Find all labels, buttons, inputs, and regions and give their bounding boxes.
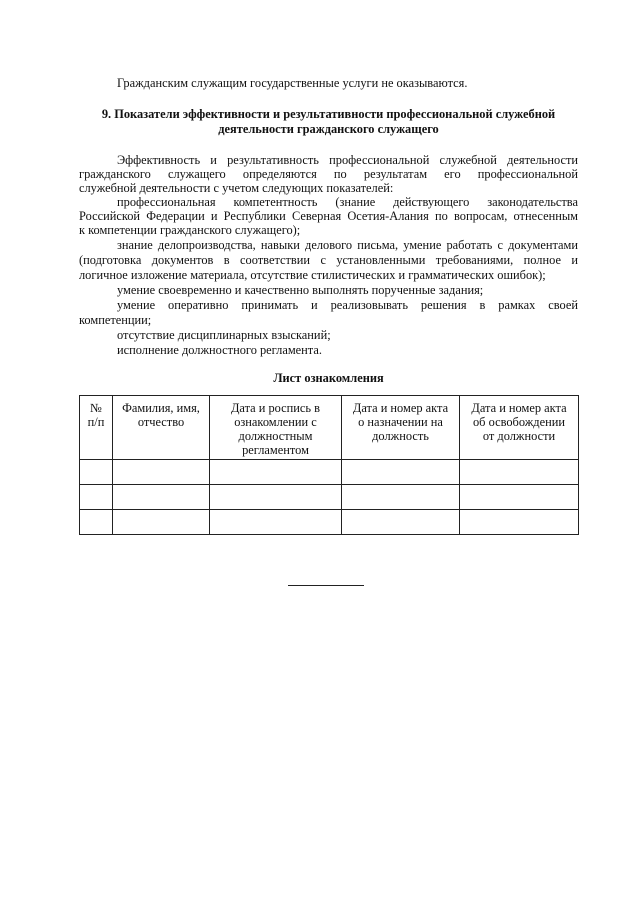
- header-line: должность: [372, 429, 429, 443]
- header-line: должностным: [238, 429, 313, 443]
- body-line: исполнение должностного регламента.: [117, 343, 322, 357]
- table-cell: [210, 510, 342, 535]
- body-line: отсутствие дисциплинарных взысканий;: [117, 328, 331, 342]
- header-line: Дата и номер акта: [471, 401, 567, 415]
- body-line: к компетенции гражданского служащего);: [79, 223, 301, 237]
- column-header-dismissal-act: [460, 396, 579, 460]
- end-divider: [288, 585, 364, 586]
- intro-line: Гражданским служащим государственные услуги не оказываются.: [117, 76, 468, 90]
- table-cell: [113, 460, 210, 485]
- sheet-title: Лист ознакомления: [273, 371, 384, 385]
- body-line: Российской Федерации и Республики Северная Осетия-Алания по вопросам, отнесенным: [79, 209, 578, 223]
- table-cell: [210, 485, 342, 510]
- header-line: Дата и номер акта: [352, 401, 449, 415]
- table-cell: [80, 510, 113, 535]
- column-header-acquaintance-date: [210, 396, 342, 460]
- table-row: [80, 460, 579, 485]
- table-cell: [342, 485, 460, 510]
- section-title-line-1: 9. Показатели эффективности и результативности профессиональной служебной: [101, 107, 556, 121]
- column-header-full-name: [113, 396, 210, 460]
- body-line: гражданского служащего определяются по результатам его профессиональной: [79, 167, 578, 181]
- body-line: профессиональная компетентность (знание действующего законодательства: [117, 195, 578, 209]
- body-line: компетенции;: [79, 313, 152, 327]
- body-line: Эффективность и результативность профессиональной служебной деятельности: [117, 153, 578, 167]
- header-line: Дата и роспись в: [230, 401, 321, 415]
- header-line: от должности: [482, 429, 556, 443]
- body-line: логичное изложение материала, отсутствие стилистических и грамматических ошибок);: [79, 268, 546, 282]
- body-line: умение оперативно принимать и реализовывать решения в рамках своей: [117, 298, 578, 312]
- body-line: служебной деятельности с учетом следующих показателей:: [79, 181, 394, 195]
- table-header-row: [80, 396, 579, 460]
- header-line: №: [90, 401, 102, 415]
- body-line: знание делопроизводства, навыки делового письма, умение работать с документами: [117, 238, 578, 252]
- table-cell: [342, 460, 460, 485]
- table-cell: [210, 460, 342, 485]
- section-title-line-2: деятельности гражданского служащего: [218, 122, 439, 136]
- table-cell: [113, 485, 210, 510]
- table-row: [80, 510, 579, 535]
- header-line: ознакомлении с: [234, 415, 317, 429]
- table-cell: [113, 510, 210, 535]
- table-cell: [342, 510, 460, 535]
- table-cell: [460, 510, 579, 535]
- header-line: о назначении на: [358, 415, 443, 429]
- table-cell: [80, 485, 113, 510]
- table-cell: [460, 460, 579, 485]
- table-cell: [460, 485, 579, 510]
- header-line: п/п: [87, 415, 105, 429]
- header-line: Фамилия, имя,: [122, 401, 200, 415]
- body-line: (подготовка документов в соответствии с установленными требованиями, полное и: [79, 253, 578, 267]
- header-line: об освобождении: [472, 415, 565, 429]
- header-line: отчество: [137, 415, 185, 429]
- column-header-appointment-act: [342, 396, 460, 460]
- table-cell: [80, 460, 113, 485]
- acquaintance-table: [79, 395, 579, 535]
- column-header-number: [80, 396, 113, 460]
- body-line: умение своевременно и качественно выполнять порученные задания;: [117, 283, 484, 297]
- header-line: регламентом: [242, 443, 309, 457]
- table-row: [80, 485, 579, 510]
